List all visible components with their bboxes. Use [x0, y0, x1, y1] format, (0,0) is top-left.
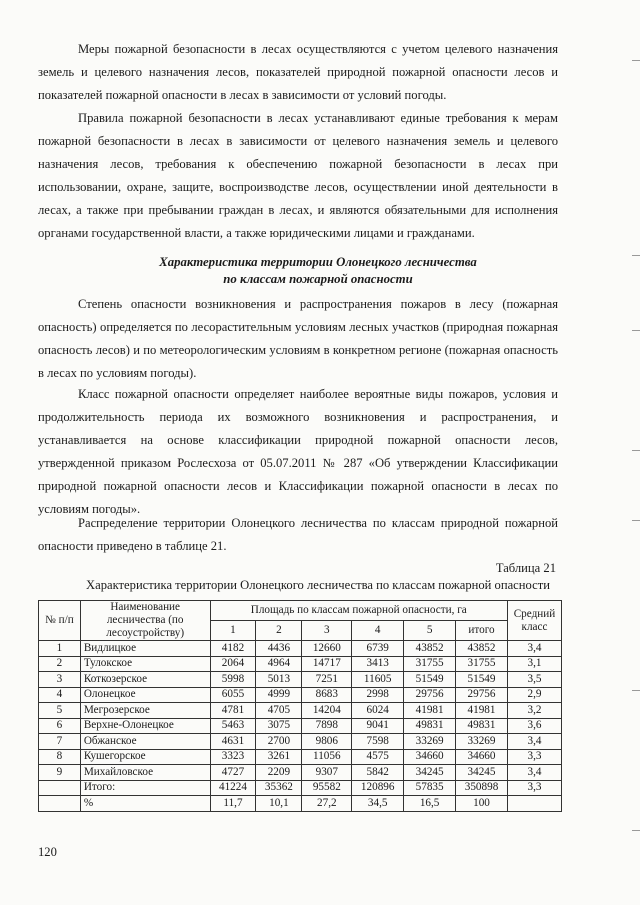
cell-value: 16,5 [404, 796, 456, 812]
cell-value: 3,6 [507, 718, 561, 734]
cell-value: 9307 [302, 765, 352, 781]
table-row [39, 656, 562, 672]
cell-name: Тулокское [80, 656, 210, 672]
cell-value: 3,4 [507, 734, 561, 750]
margin-mark [632, 520, 640, 521]
cell-value: 100 [456, 796, 508, 812]
cell-value: 35362 [256, 780, 302, 796]
paragraph-5: Распределение территории Олонецкого лесничества по классам природной пожарной опасности приведено в таблице 21. [38, 516, 558, 553]
cell-value: 33269 [456, 734, 508, 750]
cell-value: 9806 [302, 734, 352, 750]
cell-value: 43852 [404, 641, 456, 657]
cell-value: 6055 [210, 687, 256, 703]
cell-name: Итого: [80, 780, 210, 796]
cell-value: 4781 [210, 703, 256, 719]
cell-value: 14717 [302, 656, 352, 672]
cell-value: 3,3 [507, 780, 561, 796]
cell-value: 34660 [456, 749, 508, 765]
cell-value: 2209 [256, 765, 302, 781]
cell-value: 34245 [404, 765, 456, 781]
table-caption: Характеристика территории Олонецкого лесничества по классам пожарной опасности [86, 578, 550, 592]
cell-value: 7898 [302, 718, 352, 734]
table-row [39, 734, 562, 750]
cell-number: 9 [39, 765, 81, 781]
cell-value: 31755 [404, 656, 456, 672]
table-row [39, 672, 562, 688]
cell-value: 5842 [352, 765, 404, 781]
cell-value: 6024 [352, 703, 404, 719]
cell-value: 4999 [256, 687, 302, 703]
header-class-5: 5 [404, 621, 456, 641]
cell-value: 49831 [404, 718, 456, 734]
cell-value: 49831 [456, 718, 508, 734]
cell-number: 1 [39, 641, 81, 657]
paragraph-3: Степень опасности возникновения и распространения пожаров в лесу (пожарная опасность) определяется по лесорастительным условиям лесных участков (природная пожарная опасность лесов) и по метеорологическим условиям в конкретном регионе (пожарная опасность в лесах по условиям погоды). [38, 297, 558, 380]
cell-value: 31755 [456, 656, 508, 672]
margin-mark [632, 830, 640, 831]
cell-value: 11605 [352, 672, 404, 688]
section-heading-line-2: по классам пожарной опасности [223, 272, 413, 286]
cell-name: Верхне-Олонецкое [80, 718, 210, 734]
cell-number [39, 796, 81, 812]
cell-number: 6 [39, 718, 81, 734]
cell-value: 3,4 [507, 765, 561, 781]
cell-value: 4964 [256, 656, 302, 672]
cell-value: 5463 [210, 718, 256, 734]
margin-mark [632, 450, 640, 451]
cell-value: 4436 [256, 641, 302, 657]
table-row [39, 703, 562, 719]
cell-value: 14204 [302, 703, 352, 719]
header-class-3: 3 [302, 621, 352, 641]
cell-value: 120896 [352, 780, 404, 796]
cell-value: 5998 [210, 672, 256, 688]
header-average-class: Средний класс [507, 601, 561, 641]
cell-number: 5 [39, 703, 81, 719]
header-area-group: Площадь по классам пожарной опасности, га [210, 601, 507, 621]
cell-value: 12660 [302, 641, 352, 657]
cell-value: 2998 [352, 687, 404, 703]
cell-value: 51549 [456, 672, 508, 688]
cell-value: 29756 [404, 687, 456, 703]
cell-number: 7 [39, 734, 81, 750]
cell-value: 34660 [404, 749, 456, 765]
cell-value: 51549 [404, 672, 456, 688]
cell-value: 5013 [256, 672, 302, 688]
cell-number [39, 780, 81, 796]
cell-value: 34,5 [352, 796, 404, 812]
cell-value: 34245 [456, 765, 508, 781]
cell-value: 3,2 [507, 703, 561, 719]
cell-name: Олонецкое [80, 687, 210, 703]
table-row [39, 641, 562, 657]
cell-value: 95582 [302, 780, 352, 796]
cell-value: 7251 [302, 672, 352, 688]
cell-number: 2 [39, 656, 81, 672]
page-number: 120 [38, 845, 57, 859]
cell-value: 33269 [404, 734, 456, 750]
cell-value: 11056 [302, 749, 352, 765]
header-class-1: 1 [210, 621, 256, 641]
margin-mark [632, 60, 640, 61]
cell-value: 27,2 [302, 796, 352, 812]
table-body [39, 641, 562, 812]
header-name: Наименование лесничества (по лесоустройству) [80, 601, 210, 641]
header-class-2: 2 [256, 621, 302, 641]
cell-value: 41981 [404, 703, 456, 719]
section-heading-line-1: Характеристика территории Олонецкого лесничества [159, 255, 477, 269]
cell-value: 2064 [210, 656, 256, 672]
cell-value: 3,5 [507, 672, 561, 688]
cell-value: 29756 [456, 687, 508, 703]
cell-name: Кушегорское [80, 749, 210, 765]
cell-value: 43852 [456, 641, 508, 657]
cell-number: 3 [39, 672, 81, 688]
table-row [39, 780, 562, 796]
table-row [39, 687, 562, 703]
header-class-4: 4 [352, 621, 404, 641]
cell-value: 8683 [302, 687, 352, 703]
margin-mark [632, 255, 640, 256]
cell-value: 350898 [456, 780, 508, 796]
cell-value: 11,7 [210, 796, 256, 812]
cell-value: 3261 [256, 749, 302, 765]
margin-mark [632, 690, 640, 691]
cell-value: 4705 [256, 703, 302, 719]
margin-mark [632, 330, 640, 331]
table-number: Таблица 21 [495, 561, 556, 575]
cell-number: 4 [39, 687, 81, 703]
cell-value: 4182 [210, 641, 256, 657]
cell-value: 41224 [210, 780, 256, 796]
paragraph-2: Правила пожарной безопасности в лесах устанавливают единые требования к мерам пожарной безопасности в лесах в зависимости от целевого назначения земель и целевого назначения лесов, требования к обеспечению пожарной безопасности в лесах при использовании, охране, защите, воспроизводстве лесов, осуществлении иной деятельности в лесах, а также при пребывании граждан в лесах, и являются обязательными для исполнения органами государственной власти, а также юридическими лицами и гражданами. [38, 111, 558, 240]
cell-name: Коткозерское [80, 672, 210, 688]
cell-value: 41981 [456, 703, 508, 719]
cell-name: Видлицкое [80, 641, 210, 657]
paragraph-1: Меры пожарной безопасности в лесах осуществляются с учетом целевого назначения земель и целевого назначения лесов, показателей природной пожарной опасности лесов и показателей пожарной опасности в лесах в зависимости от условий погоды. [38, 42, 558, 102]
cell-value: 3,1 [507, 656, 561, 672]
cell-name: Обжанское [80, 734, 210, 750]
cell-name: % [80, 796, 210, 812]
cell-value: 4575 [352, 749, 404, 765]
cell-value: 4727 [210, 765, 256, 781]
cell-value: 4631 [210, 734, 256, 750]
cell-value: 3323 [210, 749, 256, 765]
cell-value: 9041 [352, 718, 404, 734]
cell-value: 7598 [352, 734, 404, 750]
header-class-6: итого [456, 621, 508, 641]
section-heading [38, 254, 598, 288]
table-row [39, 765, 562, 781]
paragraph-4: Класс пожарной опасности определяет наиболее вероятные виды пожаров, условия и продолжительность периода их возможного возникновения и распространения, и устанавливается на основе классификации природной пожарной опасности лесов, утвержденной приказом Рослесхоза от 05.07.2011 № 287 «Об утверждении Классификации природной пожарной опасности лесов и Классификации пожарной опасности в лесах по условиям погоды». [38, 387, 558, 516]
cell-name: Михайловское [80, 765, 210, 781]
table-row [39, 749, 562, 765]
cell-value: 3413 [352, 656, 404, 672]
header-number: № п/п [39, 601, 81, 641]
cell-value: 57835 [404, 780, 456, 796]
cell-value [507, 796, 561, 812]
fire-danger-table [38, 600, 562, 812]
cell-value: 3,3 [507, 749, 561, 765]
cell-value: 2,9 [507, 687, 561, 703]
cell-value: 6739 [352, 641, 404, 657]
table-row [39, 718, 562, 734]
cell-number: 8 [39, 749, 81, 765]
cell-value: 3075 [256, 718, 302, 734]
table-row [39, 796, 562, 812]
cell-name: Мегрозерское [80, 703, 210, 719]
cell-value: 2700 [256, 734, 302, 750]
cell-value: 10,1 [256, 796, 302, 812]
cell-value: 3,4 [507, 641, 561, 657]
